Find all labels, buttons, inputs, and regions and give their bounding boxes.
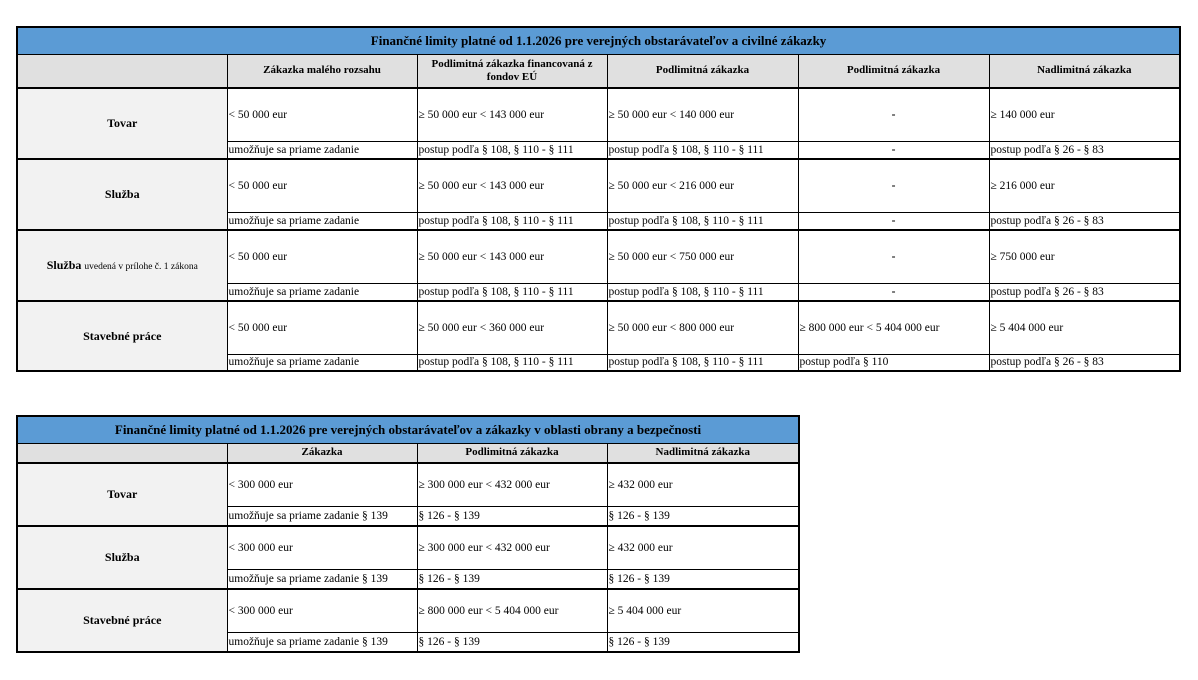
defence-limits-table: [16, 415, 800, 653]
procedure-cell: § 126 - § 139: [417, 569, 607, 589]
limit-cell: ≥ 216 000 eur: [989, 159, 1180, 212]
limit-cell: ≥ 300 000 eur < 432 000 eur: [417, 526, 607, 569]
category-label: Stavebné práce: [83, 328, 162, 343]
procedure-cell: -: [798, 141, 989, 159]
procedure-cell: postup podľa § 108, § 110 - § 111: [607, 354, 798, 371]
limit-cell: ≥ 140 000 eur: [989, 88, 1180, 141]
limit-cell: < 50 000 eur: [227, 159, 417, 212]
procedure-cell: umožňuje sa priame zadanie § 139: [227, 506, 417, 526]
header-below-threshold-2: Podlimitná zákazka: [798, 54, 989, 88]
header-empty: [17, 54, 227, 88]
defence-table-title: Finančné limity platné od 1.1.2026 pre verejných obstarávateľov a zákazky v oblasti obrany a bezpečnosti: [17, 416, 799, 443]
procedure-cell: postup podľa § 108, § 110 - § 111: [607, 212, 798, 230]
header-below-threshold: Podlimitná zákazka: [607, 54, 798, 88]
limit-cell: < 50 000 eur: [227, 301, 417, 354]
procedure-cell: umožňuje sa priame zadanie: [227, 141, 417, 159]
procedure-cell: umožňuje sa priame zadanie § 139: [227, 569, 417, 589]
procedure-cell: postup podľa § 108, § 110 - § 111: [417, 212, 607, 230]
limit-cell: ≥ 432 000 eur: [607, 526, 799, 569]
category-label: Stavebné práce: [83, 613, 162, 627]
limit-cell: < 300 000 eur: [227, 526, 417, 569]
category-label: Tovar: [107, 487, 138, 501]
procedure-cell: -: [798, 283, 989, 301]
limit-cell: ≥ 50 000 eur < 800 000 eur: [607, 301, 798, 354]
header-above-threshold: Nadlimitná zákazka: [607, 443, 799, 463]
limit-cell: ≥ 50 000 eur < 140 000 eur: [607, 88, 798, 141]
header-contract: Zákazka: [227, 443, 417, 463]
limit-cell: ≥ 5 404 000 eur: [607, 589, 799, 632]
limit-cell: ≥ 50 000 eur < 143 000 eur: [417, 230, 607, 283]
limit-cell: ≥ 50 000 eur < 143 000 eur: [417, 88, 607, 141]
limit-cell: -: [798, 159, 989, 212]
category-construction: [17, 301, 227, 371]
header-empty: [17, 443, 227, 463]
category-label: Služba: [104, 550, 140, 564]
limit-cell: ≥ 432 000 eur: [607, 463, 799, 506]
limit-cell: ≥ 50 000 eur < 360 000 eur: [417, 301, 607, 354]
category-service: [17, 526, 227, 589]
limit-cell: < 50 000 eur: [227, 230, 417, 283]
procedure-cell: § 126 - § 139: [417, 632, 607, 652]
category-label: Služba: [46, 258, 82, 272]
header-small-scale: Zákazka malého rozsahu: [227, 54, 417, 88]
category-goods: [17, 88, 227, 159]
procedure-cell: umožňuje sa priame zadanie § 139: [227, 632, 417, 652]
limit-cell: ≥ 800 000 eur < 5 404 000 eur: [798, 301, 989, 354]
procedure-cell: postup podľa § 110: [798, 354, 989, 371]
limit-cell: ≥ 750 000 eur: [989, 230, 1180, 283]
limit-cell: ≥ 50 000 eur < 143 000 eur: [417, 159, 607, 212]
civil-table-title: Finančné limity platné od 1.1.2026 pre verejných obstarávateľov a civilné zákazky: [17, 27, 1180, 54]
procedure-cell: umožňuje sa priame zadanie: [227, 283, 417, 301]
procedure-cell: postup podľa § 108, § 110 - § 111: [417, 141, 607, 159]
category-label: Služba: [104, 187, 140, 201]
limit-cell: ≥ 50 000 eur < 750 000 eur: [607, 230, 798, 283]
limit-cell: ≥ 5 404 000 eur: [989, 301, 1180, 354]
procedure-cell: postup podľa § 108, § 110 - § 111: [417, 283, 607, 301]
category-service-annex: [17, 230, 227, 301]
procedure-cell: § 126 - § 139: [607, 569, 799, 589]
procedure-cell: -: [798, 212, 989, 230]
procedure-cell: postup podľa § 108, § 110 - § 111: [417, 354, 607, 371]
procedure-cell: postup podľa § 108, § 110 - § 111: [607, 141, 798, 159]
header-below-threshold-eu: Podlimitná zákazka financovaná z fondov EÚ: [417, 54, 607, 88]
limit-cell: < 300 000 eur: [227, 463, 417, 506]
limit-cell: -: [798, 230, 989, 283]
header-above-threshold: Nadlimitná zákazka: [989, 54, 1180, 88]
limit-cell: ≥ 50 000 eur < 216 000 eur: [607, 159, 798, 212]
procedure-cell: postup podľa § 108, § 110 - § 111: [607, 283, 798, 301]
category-construction: [17, 589, 227, 652]
category-goods: [17, 463, 227, 526]
limit-cell: < 300 000 eur: [227, 589, 417, 632]
procedure-cell: § 126 - § 139: [607, 506, 799, 526]
category-note: uvedená v prílohe č. 1 zákona: [84, 262, 198, 272]
procedure-cell: postup podľa § 26 - § 83: [989, 212, 1180, 230]
procedure-cell: umožňuje sa priame zadanie: [227, 354, 417, 371]
procedure-cell: § 126 - § 139: [607, 632, 799, 652]
limit-cell: -: [798, 88, 989, 141]
procedure-cell: postup podľa § 26 - § 83: [989, 283, 1180, 301]
procedure-cell: umožňuje sa priame zadanie: [227, 212, 417, 230]
procedure-cell: postup podľa § 26 - § 83: [989, 141, 1180, 159]
limit-cell: ≥ 800 000 eur < 5 404 000 eur: [417, 589, 607, 632]
procedure-cell: § 126 - § 139: [417, 506, 607, 526]
category-service: [17, 159, 227, 230]
procedure-cell: postup podľa § 26 - § 83: [989, 354, 1180, 371]
limit-cell: < 50 000 eur: [227, 88, 417, 141]
limit-cell: ≥ 300 000 eur < 432 000 eur: [417, 463, 607, 506]
header-below-threshold: Podlimitná zákazka: [417, 443, 607, 463]
category-label: Tovar: [107, 116, 138, 130]
civil-limits-table: [16, 26, 1181, 372]
